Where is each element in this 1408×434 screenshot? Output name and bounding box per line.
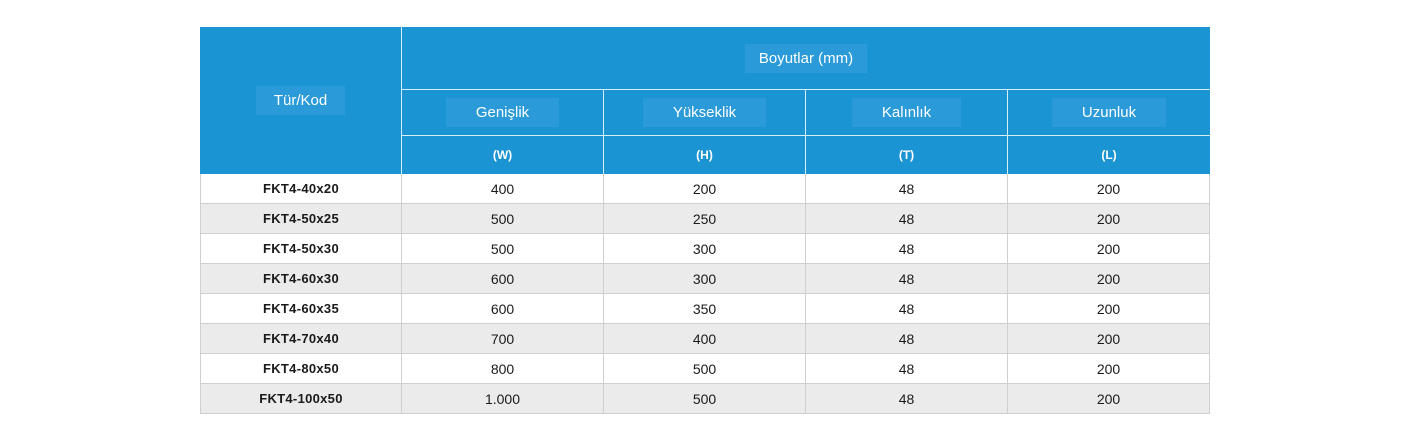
column-header-thickness bbox=[806, 90, 1008, 135]
dimension-abbreviations bbox=[402, 136, 1210, 174]
cell-thickness: 48 bbox=[806, 354, 1008, 383]
cell-width: 700 bbox=[402, 324, 604, 353]
cell-length: 200 bbox=[1008, 174, 1210, 203]
cell-length: 200 bbox=[1008, 294, 1210, 323]
cell-thickness: 48 bbox=[806, 294, 1008, 323]
abbr-label: (T) bbox=[898, 148, 915, 162]
cell-length: 200 bbox=[1008, 234, 1210, 263]
dimensions-group-header bbox=[402, 27, 1210, 90]
cell-length: 200 bbox=[1008, 354, 1210, 383]
cell-width: 800 bbox=[402, 354, 604, 383]
cell-code: FKT4-70x40 bbox=[200, 324, 402, 353]
abbr-width bbox=[402, 136, 604, 174]
table-row bbox=[200, 324, 1210, 354]
column-header-height bbox=[604, 90, 806, 135]
dimensions-group-label: Boyutlar (mm) bbox=[745, 44, 867, 73]
cell-thickness: 48 bbox=[806, 174, 1008, 203]
cell-height: 300 bbox=[604, 234, 806, 263]
cell-height: 350 bbox=[604, 294, 806, 323]
abbr-label: (W) bbox=[492, 148, 513, 162]
cell-code: FKT4-50x30 bbox=[200, 234, 402, 263]
cell-width: 600 bbox=[402, 294, 604, 323]
abbr-label: (H) bbox=[696, 148, 713, 162]
cell-length: 200 bbox=[1008, 324, 1210, 353]
cell-width: 400 bbox=[402, 174, 604, 203]
cell-thickness: 48 bbox=[806, 264, 1008, 293]
dimension-column-headers bbox=[402, 90, 1210, 136]
column-header-length bbox=[1008, 90, 1210, 135]
type-code-header-label: Tür/Kod bbox=[256, 86, 345, 115]
cell-thickness: 48 bbox=[806, 384, 1008, 413]
cell-height: 200 bbox=[604, 174, 806, 203]
cell-height: 500 bbox=[604, 354, 806, 383]
column-label: Uzunluk bbox=[1052, 98, 1166, 127]
cell-code: FKT4-80x50 bbox=[200, 354, 402, 383]
column-label: Kalınlık bbox=[852, 98, 961, 127]
column-label: Genişlik bbox=[446, 98, 559, 127]
table-row bbox=[200, 354, 1210, 384]
cell-height: 500 bbox=[604, 384, 806, 413]
cell-thickness: 48 bbox=[806, 324, 1008, 353]
cell-width: 1.000 bbox=[402, 384, 604, 413]
abbr-height bbox=[604, 136, 806, 174]
cell-code: FKT4-60x35 bbox=[200, 294, 402, 323]
cell-thickness: 48 bbox=[806, 204, 1008, 233]
table-row bbox=[200, 294, 1210, 324]
type-code-header bbox=[200, 27, 402, 174]
dimensions-table bbox=[200, 27, 1210, 414]
cell-length: 200 bbox=[1008, 204, 1210, 233]
table-row bbox=[200, 234, 1210, 264]
column-header-width bbox=[402, 90, 604, 135]
table-row bbox=[200, 264, 1210, 294]
table-header bbox=[200, 27, 1210, 174]
table-row bbox=[200, 384, 1210, 414]
table-row bbox=[200, 174, 1210, 204]
cell-code: FKT4-50x25 bbox=[200, 204, 402, 233]
cell-thickness: 48 bbox=[806, 234, 1008, 263]
cell-length: 200 bbox=[1008, 264, 1210, 293]
abbr-label: (L) bbox=[1101, 148, 1117, 162]
abbr-thickness bbox=[806, 136, 1008, 174]
cell-height: 400 bbox=[604, 324, 806, 353]
cell-code: FKT4-100x50 bbox=[200, 384, 402, 413]
cell-code: FKT4-40x20 bbox=[200, 174, 402, 203]
cell-code: FKT4-60x30 bbox=[200, 264, 402, 293]
cell-height: 250 bbox=[604, 204, 806, 233]
table-body bbox=[200, 174, 1210, 414]
table-row bbox=[200, 204, 1210, 234]
column-label: Yükseklik bbox=[643, 98, 766, 127]
cell-width: 500 bbox=[402, 204, 604, 233]
abbr-length bbox=[1008, 136, 1210, 174]
cell-width: 600 bbox=[402, 264, 604, 293]
cell-length: 200 bbox=[1008, 384, 1210, 413]
cell-height: 300 bbox=[604, 264, 806, 293]
cell-width: 500 bbox=[402, 234, 604, 263]
